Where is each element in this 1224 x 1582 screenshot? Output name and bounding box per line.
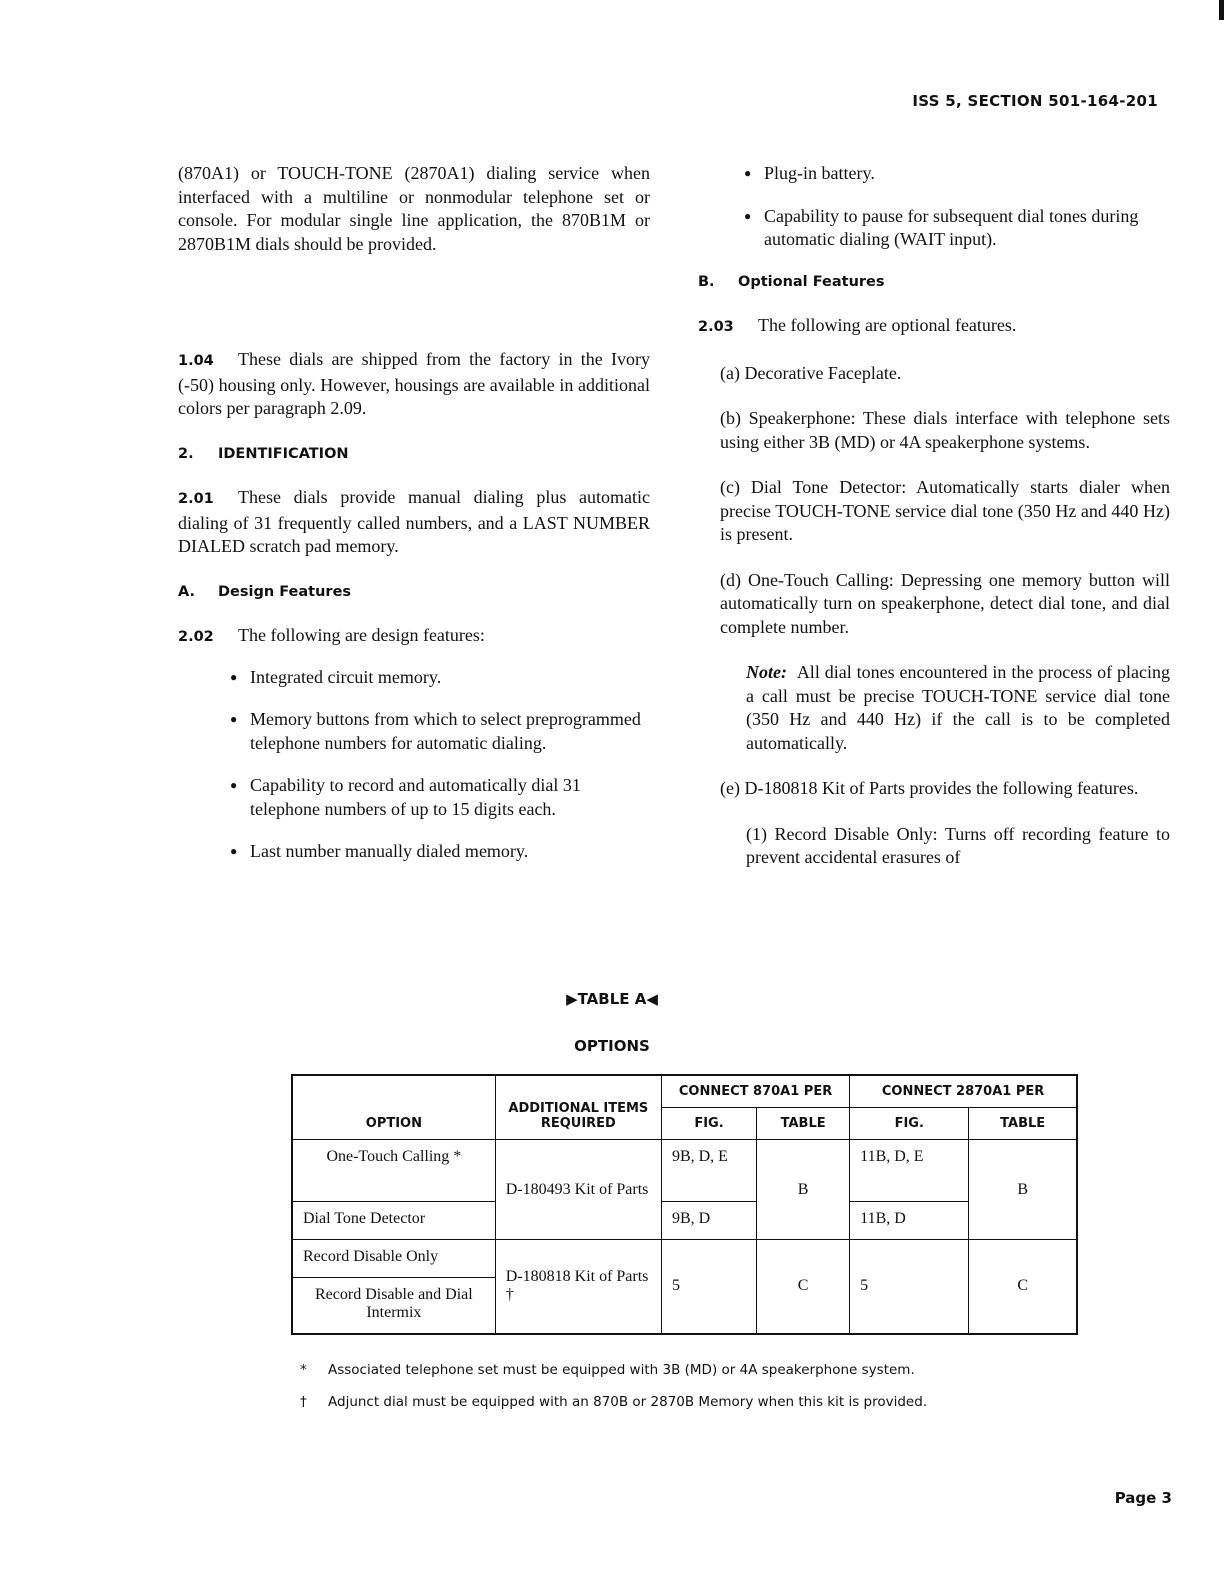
paragraph-text: These dials provide manual dialing plus automatic dialing of 31 frequently called numbers, and a LAST NUMBER DIALED scratch pad memory. [178, 487, 650, 556]
option-c: (c) Dial Tone Detector: Automatically starts dialer when precise TOUCH-TONE service dial tone (350 Hz and 440 Hz) is present. [720, 477, 1170, 544]
column-header-fig: FIG. [661, 1108, 756, 1140]
options-table [291, 1074, 1078, 1335]
column-header-fig: FIG. [850, 1108, 969, 1140]
list-item: ● Integrated circuit memory. [230, 666, 650, 690]
table-cell: 5 [661, 1240, 756, 1334]
footnote-mark: * [300, 1362, 307, 1378]
table-cell: 11B, D, E [850, 1140, 969, 1202]
section-header: ISS 5, SECTION 501-164-201 [912, 92, 1158, 110]
footnote-text: Associated telephone set must be equipped with 3B (MD) or 4A speakerphone system. [328, 1362, 915, 1378]
paragraph-number: 2.01 [178, 491, 214, 507]
option-e: (e) D-180818 Kit of Parts provides the following features. [720, 778, 1139, 798]
table-title: ▶TABLE A◀ [566, 990, 658, 1008]
right-column [698, 162, 1170, 892]
heading-text: IDENTIFICATION [218, 445, 349, 462]
list-item: ● Memory buttons from which to select preprogrammed telephone numbers for automatic dialing. [230, 708, 650, 755]
table-cell: C [969, 1240, 1077, 1334]
footnote-text: Adjunct dial must be equipped with an 870B or 2870B Memory when this kit is provided. [328, 1394, 928, 1410]
table-cell: D-180818 Kit of Parts † [495, 1240, 661, 1334]
page-number: Page 3 [1114, 1489, 1172, 1507]
list-item: ● Plug-in battery. [744, 162, 1170, 186]
heading-number: 2. [178, 445, 194, 462]
paragraph-2-01 [178, 486, 650, 559]
note [746, 661, 1170, 755]
heading-optional-features [698, 271, 1170, 295]
page-edge-mark [1219, 0, 1224, 20]
option-d: (d) One-Touch Calling: Depressing one memory button will automatically turn on speakerphone, detect dial tone, and dial complete number. [720, 569, 1170, 637]
table-header-row [292, 1075, 1077, 1108]
table-cell: Record Disable Only [292, 1240, 495, 1278]
option-a: (a) Decorative Faceplate. [720, 362, 902, 383]
column-header-2870: CONNECT 2870A1 PER [850, 1075, 1077, 1108]
note-label: Note: [746, 662, 787, 682]
heading-number: A. [178, 583, 195, 600]
table-cell: 9B, D, E [661, 1140, 756, 1202]
paragraph-2-03 [698, 314, 1170, 340]
column-header-870: CONNECT 870A1 PER [661, 1075, 849, 1108]
footnote-asterisk [300, 1360, 915, 1380]
table-row [292, 1140, 1077, 1202]
paragraph-1-04 [178, 348, 650, 421]
footnote-dagger [300, 1392, 990, 1412]
table-row [292, 1202, 1077, 1240]
paragraph-text: These dials are shipped from the factory in the Ivory (-50) housing only. However, housings are available in additional colors per paragraph 2.09. [178, 349, 650, 418]
heading-text: Design Features [218, 583, 352, 600]
column-header-table: TABLE [757, 1108, 850, 1140]
list-item: ● Capability to record and automatically dial 31 telephone numbers of up to 15 digits each. [230, 774, 650, 821]
heading-text: Optional Features [738, 273, 885, 290]
heading-identification [178, 443, 650, 467]
heading-design-features [178, 581, 650, 605]
left-column [178, 162, 650, 883]
heading-number: B. [698, 273, 715, 290]
note-text: All dial tones encountered in the process of placing a call must be precise TOUCH-TONE service dial tone (350 Hz and 440 Hz) if the call is to be completed automatically. [746, 662, 1171, 753]
table-cell: C [757, 1240, 850, 1334]
table-cell: Record Disable and Dial Intermix [292, 1278, 495, 1334]
table-row [292, 1240, 1077, 1278]
column-header-table: TABLE [969, 1108, 1077, 1140]
paragraph-number: 2.03 [698, 319, 734, 335]
intro-paragraph: (870A1) or TOUCH-TONE (2870A1) dialing service when interfaced with a multiline or nonmodular telephone set or console. For modular single line application, the 870B1M or 2870B1M dials should be provided. [178, 163, 650, 254]
option-e-1: (1) Record Disable Only: Turns off recording feature to prevent accidental erasures of [746, 823, 1170, 867]
table-cell: 9B, D [661, 1202, 756, 1240]
paragraph-number: 1.04 [178, 353, 214, 369]
table-cell: Dial Tone Detector [292, 1202, 495, 1240]
list-item: ● Last number manually dialed memory. [230, 840, 650, 864]
table-cell: 11B, D [850, 1202, 969, 1240]
paragraph-number: 2.02 [178, 629, 214, 645]
table-subtitle: OPTIONS [574, 1037, 650, 1055]
design-features-list [178, 666, 650, 864]
table-cell: 5 [850, 1240, 969, 1334]
design-features-list-continued [698, 162, 1170, 252]
paragraph-text: The following are optional features. [758, 315, 1017, 335]
paragraph-text: The following are design features: [238, 625, 485, 645]
table-cell: One-Touch Calling * [292, 1140, 495, 1202]
option-b: (b) Speakerphone: These dials interface with telephone sets using either 3B (MD) or 4A speakerphone systems. [720, 408, 1170, 452]
column-header-additional: ADDITIONAL ITEMS REQUIRED [495, 1075, 661, 1140]
table-cell: B [969, 1140, 1077, 1240]
table-cell: D-180493 Kit of Parts [495, 1140, 661, 1240]
list-item: ● Capability to pause for subsequent dial tones during automatic dialing (WAIT input). [744, 205, 1170, 252]
table-cell: B [757, 1140, 850, 1240]
footnote-mark: † [300, 1394, 307, 1410]
column-header-option: OPTION [292, 1075, 495, 1140]
paragraph-2-02 [178, 624, 650, 650]
